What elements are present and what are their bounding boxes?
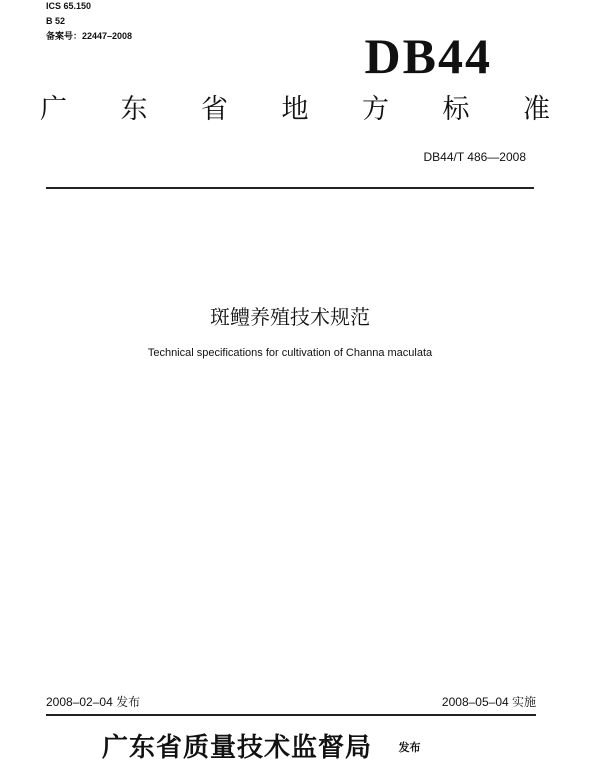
db-mark: DB44	[364, 28, 492, 84]
record-number: 备案号：22447–2008	[46, 31, 133, 41]
ics-code: ICS 65.150	[46, 1, 92, 11]
document-title-english: Technical specifications for cultivation of Channa maculata	[147, 347, 433, 359]
standard-title-char: 广	[40, 94, 67, 125]
standard-title-char: 准	[523, 94, 550, 125]
standard-title-char: 标	[442, 94, 470, 125]
top-divider	[46, 187, 534, 189]
issue-date: 2008–02–04 发布	[46, 695, 141, 709]
standard-title	[40, 94, 550, 126]
standard-title-char: 省	[201, 94, 228, 125]
issuer-block	[102, 732, 420, 764]
document-title-chinese: 斑鳢养殖技术规范	[210, 305, 370, 329]
standard-title-char: 方	[362, 94, 389, 125]
issuing-authority: 广东省质量技术监督局	[102, 733, 373, 763]
standard-number: DB44/T 486—2008	[423, 150, 526, 164]
classification-code: B 52	[46, 16, 66, 26]
standard-title-char: 东	[120, 94, 148, 125]
standard-title-char: 地	[281, 94, 309, 125]
implementation-date: 2008–05–04 实施	[441, 695, 536, 709]
bottom-divider	[46, 714, 536, 716]
publish-label: 发布	[398, 742, 421, 754]
